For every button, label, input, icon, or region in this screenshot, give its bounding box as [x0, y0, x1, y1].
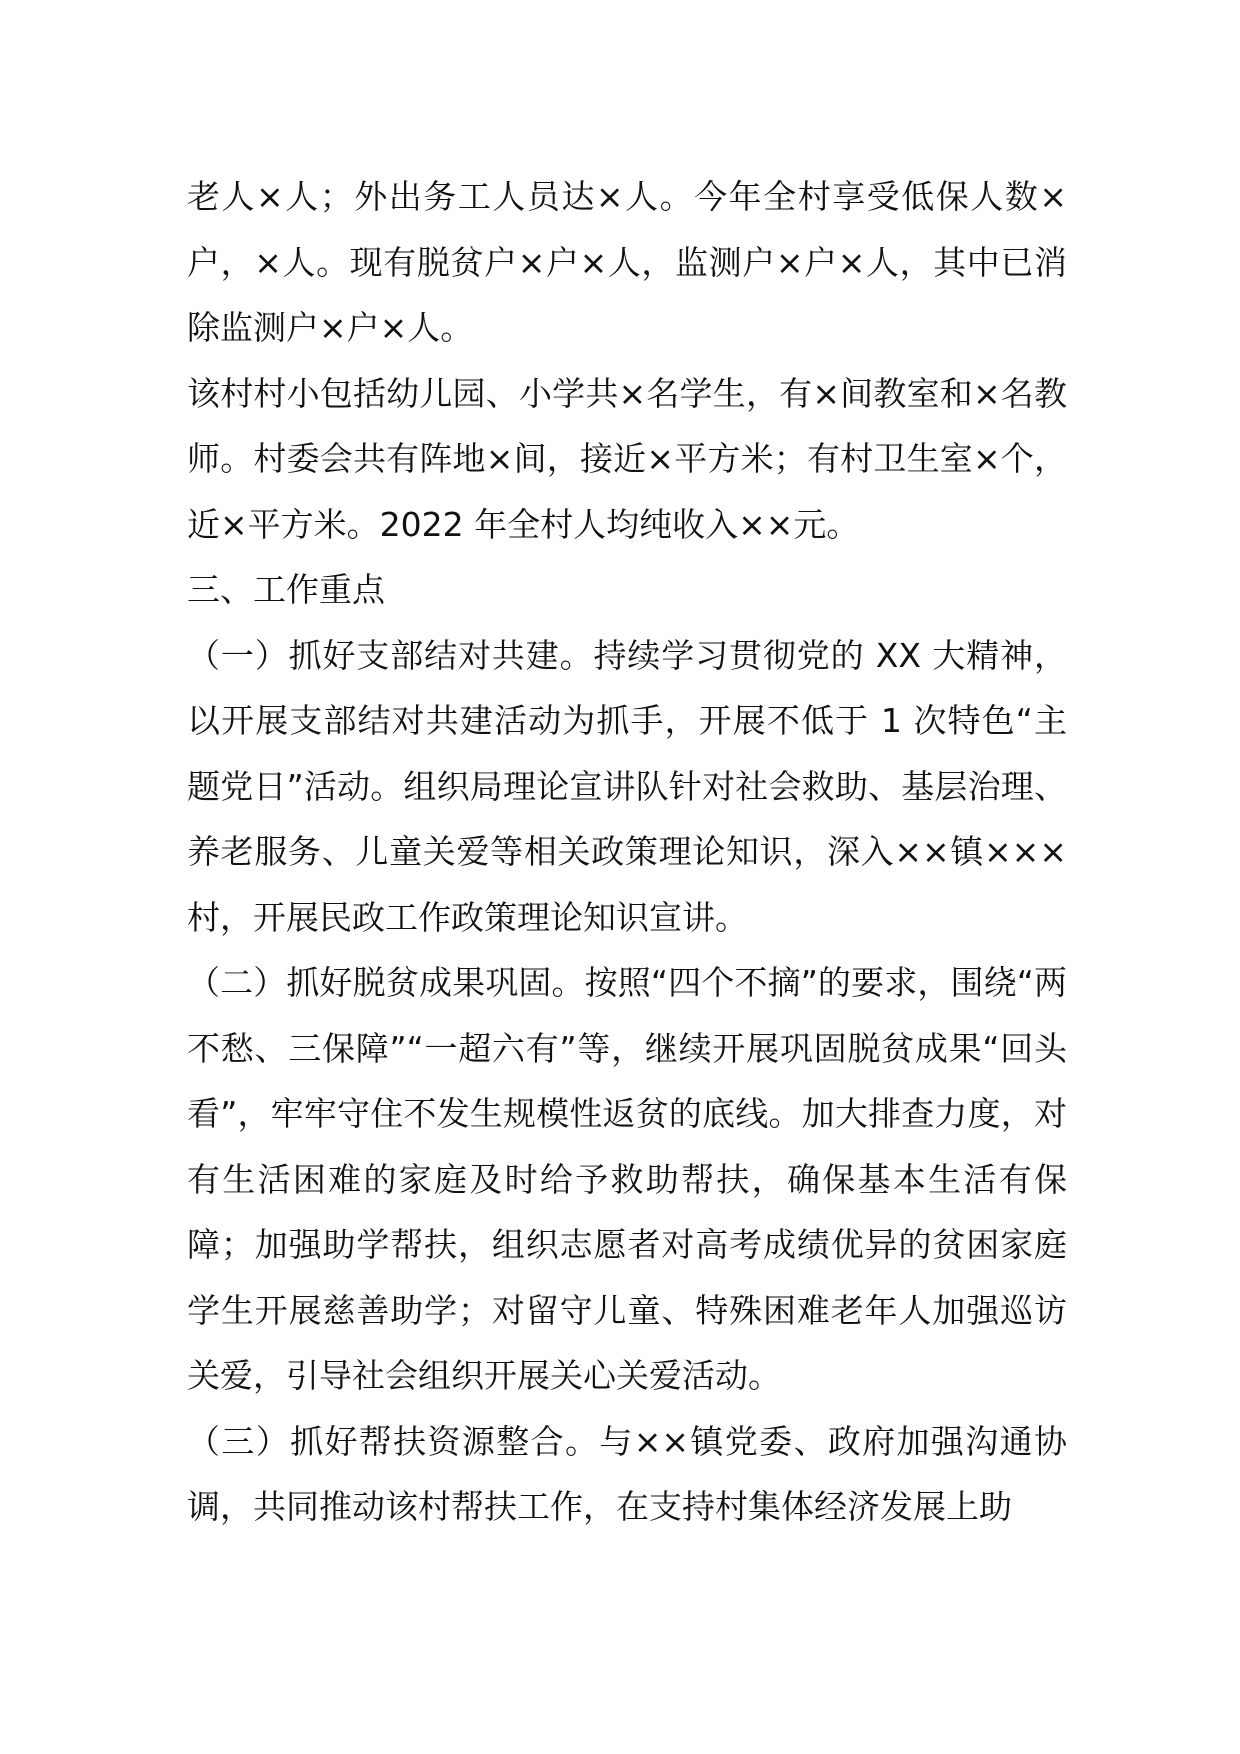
paragraph-village-facilities: 该村村小包括幼儿园、小学共×名学生，有×间教室和×名教师。村委会共有阵地×间，接近×平方米；有村卫生室×个，近×平方米。2022 年全村人均纯收入××元。	[187, 373, 1067, 544]
paragraph-item-one: （一）抓好支部结对共建。持续学习贯彻党的 XX 大精神，以开展支部结对共建活动为抓手，开展不低于 1 次特色“主题党日”活动。组织局理论宣讲队针对社会救助、基层治理、养老服务、儿童关爱等相关政策理论知识，深入××镇×××村，开展民政工作政策理论知识宣讲。	[187, 635, 1067, 937]
section-heading-work-focus: 三、工作重点	[187, 570, 385, 609]
paragraph-item-three: （三）抓好帮扶资源整合。与××镇党委、政府加强沟通协调，共同推动该村帮扶工作，在支持村集体经济发展上助	[187, 1421, 1067, 1526]
document-body	[187, 164, 1067, 1540]
paragraph-item-two: （二）抓好脱贫成果巩固。按照“四个不摘”的要求，围绕“两不愁、三保障”“一超六有”等，继续开展巩固脱贫成果“回头看”，牢牢守住不发生规模性返贫的底线。加大排查力度，对有生活困难的家庭及时给予救助帮扶，确保基本生活有保障；加强助学帮扶，组织志愿者对高考成绩优异的贫困家庭学生开展慈善助学；对留守儿童、特殊困难老年人加强巡访关爱，引导社会组织开展关心关爱活动。	[187, 963, 1067, 1395]
paragraph-population-stats: 老人×人；外出务工人员达×人。今年全村享受低保人数×户，×人。现有脱贫户×户×人，监测户×户×人，其中已消除监测户×户×人。	[187, 177, 1067, 347]
